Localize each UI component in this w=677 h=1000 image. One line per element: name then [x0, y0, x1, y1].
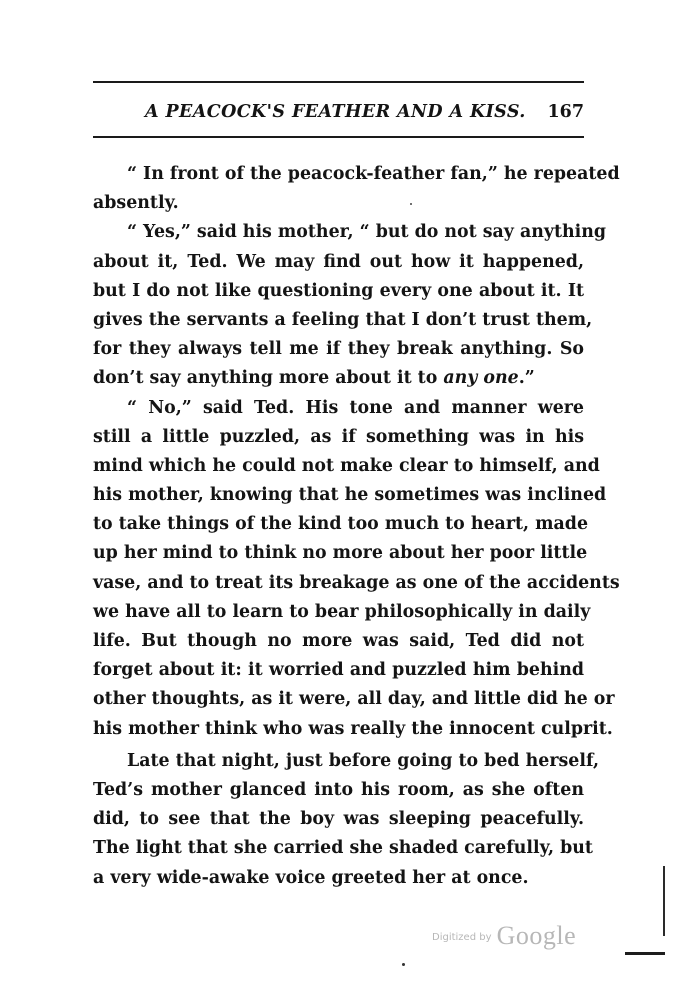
text-line: his mother, knowing that he sometimes was inclined	[93, 485, 607, 506]
text-line: forget about it: it worried and puzzled him behind	[93, 660, 584, 681]
italic-phrase: any one	[443, 368, 519, 389]
text-line: life. But though no more was said, Ted did not	[93, 631, 584, 651]
ink-speck	[410, 203, 412, 205]
text-line: his mother think who was really the innocent culprit.	[93, 718, 613, 739]
text-line: “ Yes,” said his mother, “ but do not say anything	[127, 222, 607, 243]
watermark-prefix: Digitized by	[432, 932, 492, 943]
text-line: vase, and to treat its breakage as one of the accidents	[93, 572, 620, 593]
text-line: about it, Ted. We may find out how it happened,	[93, 251, 584, 272]
text-line: absently.	[93, 193, 179, 214]
page-number: 167	[547, 102, 584, 122]
text-line: The light that she carried she shaded carefully, but	[93, 838, 593, 859]
text-line: did, to see that the boy was sleeping peacefully.	[93, 809, 584, 830]
header-top-rule	[93, 81, 584, 83]
digitized-watermark	[432, 921, 576, 951]
text-line: other thoughts, as it were, all day, and little did he or	[93, 689, 615, 710]
watermark-brand: Google	[496, 921, 577, 950]
text-line: still a little puzzled, as if something was in his	[93, 426, 584, 447]
text-line: Late that night, just before going to bed herself,	[127, 750, 600, 771]
text-line: but I do not like questioning every one about it. It	[93, 280, 584, 301]
text-line: “ No,” said Ted. His tone and manner were	[127, 397, 584, 418]
text-line: Ted’s mother glanced into his room, as she often	[93, 779, 584, 800]
running-head	[93, 102, 584, 128]
text-line-end: .”	[518, 368, 535, 389]
header-bottom-rule	[93, 136, 584, 138]
text-line: gives the servants a feeling that I don’t trust them,	[93, 309, 593, 330]
text-line: to take things of the kind too much to heart, made	[93, 514, 589, 535]
text-line: “ In front of the peacock-feather fan,” he repeated	[127, 164, 620, 184]
text-line	[93, 364, 584, 393]
body-text	[93, 160, 620, 893]
text-line: we have all to learn to bear philosophically in daily	[93, 601, 591, 622]
ink-speck	[402, 963, 405, 966]
text-line: for they always tell me if they break anything. So	[93, 339, 584, 360]
scan-edge-mark	[625, 952, 665, 955]
text-line: up her mind to think no more about her poor little	[93, 543, 588, 564]
scan-edge-mark	[663, 866, 665, 936]
text-line-start: don’t say anything more about it to	[93, 368, 438, 389]
text-line: a very wide-awake voice greeted her at once.	[93, 867, 529, 888]
text-line: mind which he could not make clear to himself, and	[93, 455, 600, 476]
running-title: A PEACOCK'S FEATHER AND A KISS.	[145, 102, 526, 122]
